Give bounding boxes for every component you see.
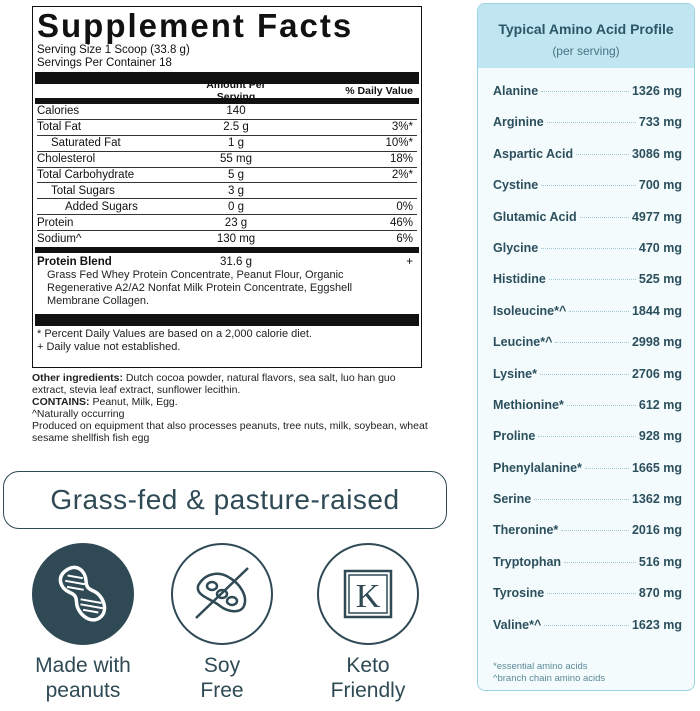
soybean-crossed-icon [171, 543, 273, 645]
amino-value: 2016 mg [631, 523, 682, 538]
amino-row [493, 84, 682, 115]
amino-value: 700 mg [638, 178, 682, 193]
amino-name: Lysine* [493, 366, 538, 381]
amino-name: Proline [493, 429, 536, 444]
mid-divider [35, 247, 419, 253]
amino-name: Theronine* [493, 523, 559, 538]
amino-value: 1623 mg [631, 617, 682, 632]
amino-row [493, 523, 682, 554]
nutrient-name: Total Carbohydrate [37, 169, 135, 181]
footnote-dv: * Percent Daily Values are based on a 2,000 calorie diet. [37, 328, 312, 341]
facts-row [37, 215, 417, 231]
blend-dv: + [406, 256, 413, 269]
supplement-facts-panel [32, 6, 422, 368]
amino-value: 516 mg [638, 554, 682, 569]
essential-note: *essential amino acids [493, 661, 588, 672]
amino-name: Glycine [493, 240, 539, 255]
amino-value: 1362 mg [631, 492, 682, 507]
nutrient-name: Sodium^ [37, 233, 82, 246]
amino-name: Alanine [493, 84, 539, 98]
amino-value: 2998 mg [631, 335, 682, 350]
amino-value: 870 mg [638, 586, 682, 601]
amino-value: 928 mg [638, 429, 682, 444]
amino-row [493, 461, 682, 492]
nutrient-amount: 23 g [224, 216, 248, 229]
nutrient-name: Total Sugars [51, 184, 115, 197]
amino-name: Cystine [493, 178, 539, 193]
badge-label-2: Friendly [330, 679, 406, 702]
amino-row [493, 115, 682, 146]
nutrient-amount: 1 g [228, 137, 244, 150]
facility-note: Produced on equipment that also processes peanuts, tree nuts, milk, soybean, wheat sesame shellfish fish egg [32, 420, 428, 444]
amino-value: 1326 mg [631, 84, 682, 98]
amino-name: Glutamic Acid [493, 209, 577, 224]
amino-name: Histidine [493, 272, 546, 287]
facts-row [37, 231, 417, 247]
peanut-icon [32, 543, 134, 645]
amino-row [493, 618, 682, 649]
other-ingredients-text: Dutch cocoa powder, natural flavors, sea salt, luo han guo extract, stevia leaf extract, sunflower lecithin. [32, 372, 396, 396]
nutrient-dv: 2%* [391, 169, 413, 181]
amino-name: Arginine [493, 115, 544, 130]
footnote-not-established: + Daily value not established. [37, 341, 181, 354]
amino-header [478, 4, 694, 68]
contains-text: Peanut, Milk, Egg. [89, 396, 178, 408]
dot-leader [541, 91, 629, 92]
amino-name: Isoleucine*^ [493, 303, 567, 318]
nutrient-dv: 0% [396, 200, 413, 213]
nutrient-amount: 140 [226, 105, 246, 118]
blend-name: Protein Blend [37, 256, 112, 269]
amino-value: 733 mg [638, 115, 682, 130]
dot-leader [540, 374, 629, 375]
natural-note: ^Naturally occurring [32, 408, 125, 420]
nutrient-amount: 0 g [228, 200, 244, 213]
amount-header: Amount Per Serving [206, 79, 266, 103]
amino-row [493, 398, 682, 429]
serving-size: Serving Size 1 Scoop (33.8 g) [37, 44, 190, 56]
nutrient-amount: 3 g [228, 184, 244, 197]
facts-row [37, 168, 417, 184]
amino-notes [493, 661, 605, 685]
badge-soy-free [167, 543, 277, 703]
amino-row [493, 429, 682, 460]
dot-leader [561, 530, 629, 531]
badge-label-2: peanuts [45, 679, 121, 702]
dot-leader [576, 154, 629, 155]
dot-leader [538, 436, 636, 437]
dot-leader [541, 185, 636, 186]
facts-row [37, 104, 417, 120]
facts-title: Supplement Facts [37, 7, 354, 44]
dot-leader [564, 562, 636, 563]
dot-leader [534, 499, 629, 500]
facts-column-header [37, 79, 417, 103]
facts-row [37, 136, 417, 152]
nutrient-amount: 5 g [228, 169, 244, 181]
amino-name: Valine*^ [493, 617, 542, 632]
nutrient-name: Protein [37, 216, 74, 229]
svg-text:K: K [355, 578, 381, 615]
nutrient-dv: 6% [396, 233, 413, 246]
badge-label-1: Soy [203, 654, 241, 677]
amino-row [493, 210, 682, 241]
amino-name: Methionine* [493, 397, 564, 412]
dot-leader [555, 342, 629, 343]
amino-name: Aspartic Acid [493, 146, 574, 161]
contains [32, 396, 432, 408]
badge-label-1: Keto [346, 654, 390, 677]
nutrient-amount: 130 mg [216, 233, 256, 246]
blend-amount: 31.6 g [220, 256, 252, 269]
badge-label-1: Made with [35, 654, 131, 677]
nutrient-dv: 18% [389, 153, 413, 166]
nutrient-name: Cholesterol [37, 153, 96, 166]
nutrient-dv: 3%* [391, 121, 413, 134]
badge-label-2: Free [200, 679, 244, 702]
amino-value: 4977 mg [631, 209, 682, 224]
blend-ingredients: Grass Fed Whey Protein Concentrate, Peanut Flour, Organic Regenerative A2/A2 Nonfat Milk Protein Concentrate, Eggshell Membrane Collagen. [47, 269, 353, 308]
amino-name: Tryptophan [493, 554, 562, 569]
facts-row [37, 183, 417, 199]
badge-keto [313, 543, 423, 703]
thick-divider [35, 314, 419, 326]
keto-k-icon [317, 543, 419, 645]
grass-fed-banner: Grass-fed & pasture-raised [3, 471, 447, 529]
amino-acid-panel [477, 3, 695, 691]
amino-name: Tyrosine [493, 586, 545, 601]
amino-name: Leucine*^ [493, 335, 553, 350]
amino-row [493, 335, 682, 366]
amino-row [493, 304, 682, 335]
nutrient-name: Saturated Fat [51, 137, 121, 150]
amino-row [493, 272, 682, 303]
daily-value-header: % Daily Value [345, 85, 413, 97]
dot-leader [549, 279, 636, 280]
amino-subtitle: (per serving) [552, 44, 620, 58]
amino-value: 3086 mg [631, 146, 682, 161]
facts-row [37, 199, 417, 215]
amino-name: Serine [493, 492, 532, 507]
amino-list [478, 68, 694, 649]
amino-row [493, 492, 682, 523]
nutrient-name: Total Fat [37, 121, 82, 134]
amino-value: 1665 mg [631, 460, 682, 475]
nutrient-dv: 46% [389, 216, 413, 229]
amino-value: 612 mg [638, 397, 682, 412]
contains-label: CONTAINS: [32, 396, 90, 408]
other-ingredients-section [32, 372, 432, 444]
amino-value: 2706 mg [631, 366, 682, 381]
dot-leader [547, 122, 636, 123]
facts-rows [37, 104, 417, 247]
nutrient-name: Added Sugars [65, 200, 138, 213]
badge-peanuts [28, 543, 138, 703]
amino-name: Phenylalanine* [493, 460, 582, 475]
amino-value: 470 mg [638, 240, 682, 255]
bcaa-note: ^branch chain amino acids [493, 673, 606, 684]
amino-row [493, 367, 682, 398]
facts-row [37, 120, 417, 136]
nutrient-name: Calories [37, 105, 80, 118]
amino-title: Typical Amino Acid Profile [498, 21, 674, 37]
facts-row [37, 152, 417, 168]
amino-value: 1844 mg [631, 303, 682, 318]
other-ingredients-label: Other ingredients: [32, 372, 124, 384]
nutrient-amount: 2.5 g [223, 121, 249, 134]
servings-per-container: Servings Per Container 18 [37, 57, 172, 69]
protein-blend-row [37, 256, 417, 268]
amino-row [493, 147, 682, 178]
dot-leader [585, 468, 629, 469]
nutrient-dv: 10%* [385, 137, 413, 150]
amino-row [493, 241, 682, 272]
other-ingredients [32, 372, 432, 396]
amino-value: 525 mg [638, 272, 682, 287]
dot-leader [544, 625, 629, 626]
amino-row [493, 555, 682, 586]
dot-leader [541, 248, 636, 249]
nutrient-amount: 55 mg [220, 153, 252, 166]
dot-leader [567, 405, 636, 406]
amino-row [493, 586, 682, 617]
dot-leader [547, 593, 636, 594]
amino-row [493, 178, 682, 209]
dot-leader [580, 217, 629, 218]
dot-leader [569, 311, 629, 312]
